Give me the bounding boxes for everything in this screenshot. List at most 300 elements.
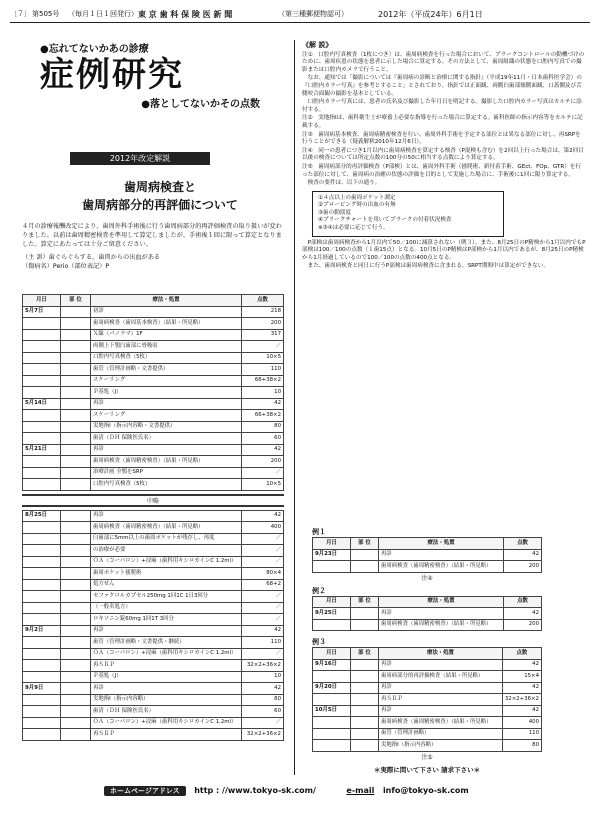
date-cell	[23, 568, 61, 580]
points-cell: ／	[242, 545, 284, 557]
points-cell: 42	[504, 549, 542, 561]
requirement-item: ③歯の動揺度	[318, 209, 351, 216]
date-cell	[23, 433, 61, 445]
treatment-table	[22, 294, 284, 491]
explanation-closing-paragraph: また、歯周病検査と同日に行うP部検は歯周病検査に含まれる。SRPT期間中は算定ができない。	[302, 263, 549, 270]
points-cell: 32×2+36×2	[502, 694, 541, 706]
date-cell	[23, 637, 61, 649]
example-3-table	[312, 647, 542, 752]
points-cell: 42	[242, 510, 284, 522]
date-cell: 9月23日	[313, 549, 351, 561]
procedure-cell: 歯周病部分的再評価検査（結果・所見略）	[379, 671, 503, 683]
points-cell: ／	[242, 533, 284, 545]
points-cell: 42	[242, 683, 284, 695]
date-cell: 5月14日	[23, 398, 61, 410]
example-2-header	[313, 596, 542, 608]
table-row	[23, 364, 284, 376]
points-cell: 10×5	[242, 479, 284, 491]
revision-band: 2012年改定解説	[70, 152, 210, 165]
date-cell	[23, 387, 61, 399]
table-row	[23, 556, 284, 568]
site-cell	[351, 608, 379, 620]
site-cell	[61, 591, 91, 603]
procedure-cell: 再診	[91, 625, 242, 637]
date-cell: 10月5日	[313, 705, 351, 717]
explanation-paragraph: 注④ 同一の患者につき1月以内に歯周病検査を算定する検査（P混検も含む）を2回以上行った場合は、第2回目以後の検査については所定点数の100分の50に相当する点数により算定する。	[302, 147, 584, 162]
date-cell	[313, 671, 351, 683]
page-header	[10, 6, 590, 23]
points-cell: 42	[502, 682, 541, 694]
site-cell	[61, 671, 91, 683]
date-cell	[313, 728, 351, 740]
explanation-paragraph: 注③ 歯周病基本検査、歯周病精密検査を行い、歯周外科手術を予定する部位とは異なる部位に対し、再SRPを行うことができる（疑義解釈2010年12月6日）。	[302, 131, 581, 146]
points-cell: 80	[242, 421, 284, 433]
site-cell	[61, 410, 91, 422]
site-cell	[61, 352, 91, 364]
procedure-cell: 歯周病検査（歯周精密検査）（結果・所見略）	[379, 717, 503, 729]
procedure-cell: 口腔内写真検査（5枚）	[91, 479, 242, 491]
site-cell	[351, 694, 379, 706]
points-cell: ／	[242, 614, 284, 626]
site-cell	[61, 398, 91, 410]
procedure-cell: 再診	[379, 705, 503, 717]
points-cell: 68+2	[242, 579, 284, 591]
points-cell: 110	[502, 728, 541, 740]
table-row	[313, 740, 542, 752]
procedure-cell: 再診	[91, 683, 242, 695]
example-header-cell: 月日	[313, 596, 351, 608]
date-cell	[23, 421, 61, 433]
issue-date: 2012年（平成24年）6月1日	[378, 10, 483, 19]
date-cell	[23, 671, 61, 683]
table-row	[23, 683, 284, 695]
table-row	[313, 717, 542, 729]
date-cell	[23, 648, 61, 660]
table-row	[23, 479, 284, 491]
example-header-cell: 療法・処置	[379, 596, 504, 608]
site-cell	[61, 556, 91, 568]
points-cell: 60	[242, 706, 284, 718]
points-cell: 66+38×2	[242, 410, 284, 422]
example-header-cell: 月日	[313, 648, 351, 660]
procedure-cell: 再診	[379, 682, 503, 694]
site-cell	[61, 683, 91, 695]
points-cell: ／	[242, 648, 284, 660]
requirement-item: ※③④は必要に応じて行う。	[318, 225, 389, 232]
treatment-table-continued	[22, 510, 284, 741]
paper-name: 東 京 歯 科 保 険 医 新 聞	[138, 10, 233, 19]
table-header-row	[23, 295, 284, 307]
issue-note: （毎月１日１回発行）	[68, 10, 138, 18]
table-row	[23, 533, 284, 545]
site-cell	[61, 387, 91, 399]
procedure-cell: ＯＡ（コーパロン）+浸麻（歯科用キシロカインC 1.2ml）	[91, 648, 242, 660]
date-cell: 9月25日	[313, 608, 351, 620]
intro-text	[22, 222, 284, 271]
treatment-header-cell: 部 位	[61, 295, 91, 307]
site-cell	[351, 549, 379, 561]
date-cell	[23, 341, 61, 353]
column-divider	[294, 40, 295, 775]
points-cell: ／	[242, 591, 284, 603]
example-3-note: 注⑤	[421, 753, 433, 761]
table-row	[23, 398, 284, 410]
site-cell	[351, 740, 379, 752]
date-cell: 8月25日	[23, 510, 61, 522]
date-cell	[313, 740, 351, 752]
date-cell	[23, 467, 61, 479]
date-cell: 9月9日	[23, 683, 61, 695]
site-cell	[351, 561, 379, 573]
table-row	[23, 671, 284, 683]
table-row	[313, 728, 542, 740]
date-cell	[23, 706, 61, 718]
table-row	[313, 659, 542, 671]
date-cell: 9月20日	[313, 682, 351, 694]
procedure-cell: 歯周ポケット掻爬術	[91, 568, 242, 580]
example-header-cell: 部 位	[351, 648, 379, 660]
procedure-cell: 再診	[91, 510, 242, 522]
procedure-cell: 歯周病検査（歯周精密検査）（結果・所見略）	[91, 456, 242, 468]
article-headline	[40, 178, 280, 214]
table-row	[23, 306, 284, 318]
date-cell	[23, 556, 61, 568]
table-row	[23, 579, 284, 591]
procedure-cell: ロキソニン錠60mg 1回1T 3回分	[91, 614, 242, 626]
procedure-cell: ＯＡ（コーパロン）+浸麻（歯科用キシロカインC 1.2ml）	[91, 717, 242, 729]
example-3-label: 例３	[312, 638, 326, 646]
points-cell: 42	[242, 625, 284, 637]
table-row	[23, 410, 284, 422]
points-cell: 42	[502, 705, 541, 717]
example-1-table	[312, 537, 542, 573]
procedure-cell: スケーリング	[91, 375, 242, 387]
table-row	[23, 591, 284, 603]
site-cell	[61, 625, 91, 637]
explanation-paragraph: 注① 口腔内写真検査（1枚につき）は、歯周病検査を行った場合において、プラークコントロールの動機づけのために、歯周疾患の状態を患者に示した場合に算定する。その方法として、歯周組織の状態を口腔内写真での撮影または口腔内カメラで行うこと。	[302, 51, 585, 73]
site-cell	[61, 341, 91, 353]
example-header-cell: 点数	[502, 648, 541, 660]
site-cell	[61, 545, 91, 557]
site-cell	[61, 364, 91, 376]
table-row	[313, 549, 542, 561]
site-cell	[61, 306, 91, 318]
procedure-cell: 再ＳＲＰ	[91, 729, 242, 741]
points-cell: 10×5	[242, 352, 284, 364]
points-cell: 32×2+36×2	[242, 729, 284, 741]
date-cell	[23, 579, 61, 591]
chief-complaint: （主 訴）歯ぐらぐらする。歯肉からの出血がある	[22, 254, 161, 261]
procedure-cell: 歯管（管理計画略・文書提供・継続）	[91, 637, 242, 649]
procedure-cell: 歯周病検査（歯周精密検査）（結果・所見略）	[379, 619, 504, 631]
column-title: 症例研究	[40, 55, 184, 95]
site-cell	[61, 648, 91, 660]
site-cell	[61, 433, 91, 445]
date-cell	[23, 602, 61, 614]
table-row	[23, 467, 284, 479]
site-cell	[351, 682, 379, 694]
table-row	[23, 614, 284, 626]
example-header-cell: 部 位	[351, 538, 379, 550]
points-cell: 200	[504, 619, 542, 631]
points-cell: 15×4	[502, 671, 541, 683]
procedure-cell: 再診	[379, 659, 503, 671]
example-header-cell: 点数	[504, 596, 542, 608]
date-cell	[23, 545, 61, 557]
date-cell	[23, 375, 61, 387]
table-row	[23, 717, 284, 729]
table-row	[23, 660, 284, 672]
points-cell: ／	[242, 341, 284, 353]
headline-line-2: 歯周病部分的再評価について	[82, 198, 238, 212]
treatment-header-cell: 療法・処置	[91, 295, 242, 307]
points-cell: 317	[242, 329, 284, 341]
explanation-section	[302, 42, 586, 272]
procedure-cell: 再ＳＲＰ	[91, 660, 242, 672]
procedure-cell: 再診	[91, 398, 242, 410]
site-cell	[61, 717, 91, 729]
date-cell	[23, 717, 61, 729]
site-cell	[351, 659, 379, 671]
site-cell	[61, 467, 91, 479]
points-cell: 10	[242, 387, 284, 399]
table-row	[23, 637, 284, 649]
procedure-cell: スケーリング	[91, 410, 242, 422]
points-cell: ／	[242, 467, 284, 479]
date-cell	[313, 561, 351, 573]
procedure-cell: （一般名処方）	[91, 602, 242, 614]
site-cell	[61, 479, 91, 491]
explanation-label: 《解 説》	[302, 41, 333, 49]
table-row	[23, 568, 284, 580]
table-row	[313, 705, 542, 717]
site-cell	[61, 579, 91, 591]
procedure-cell: 再診	[91, 444, 242, 456]
site-cell	[61, 602, 91, 614]
treatment-header-cell: 月日	[23, 295, 61, 307]
paper-note: （第三種郵便物認可）	[278, 10, 348, 18]
procedure-cell: 臼歯部に5mm以上の歯周ポケットが残存し、再度	[91, 533, 242, 545]
date-cell	[23, 614, 61, 626]
points-cell: 60	[242, 433, 284, 445]
intro-paragraph: ４月の診療報酬改定により、歯周外科手術後に行う歯周病部分的再評価検査の取り扱いが変わりました。以前は歯周精密検査を準用して算定しましたが、手術後１回に限って算定となりました。算定にあたっては十分ご留意ください。	[22, 223, 282, 248]
date-cell	[23, 410, 61, 422]
procedure-cell: 実地指Ⅰ（指示内容略）	[379, 740, 503, 752]
site-cell	[61, 637, 91, 649]
procedure-cell: 処方せん	[91, 579, 242, 591]
date-cell: 5月7日	[23, 306, 61, 318]
procedure-cell: 再診	[379, 608, 504, 620]
procedure-cell: Ｘ線（パノラマ）1F	[91, 329, 242, 341]
procedure-cell: 初診	[91, 306, 242, 318]
table-row	[23, 522, 284, 534]
procedure-cell: 歯周病検査（歯周精密検査）（結果・所見略）	[379, 561, 504, 573]
gap-marker: 中略	[22, 494, 284, 507]
site-cell	[61, 533, 91, 545]
points-cell: 66+38×2	[242, 375, 284, 387]
example-3-header	[313, 648, 542, 660]
points-cell: 218	[242, 306, 284, 318]
example-header-cell: 療法・処置	[379, 648, 503, 660]
site-cell	[351, 728, 379, 740]
date-cell	[23, 329, 61, 341]
site-cell	[61, 329, 91, 341]
site-cell	[351, 705, 379, 717]
points-cell: 200	[504, 561, 542, 573]
date-cell: 5月21日	[23, 444, 61, 456]
table-row	[313, 608, 542, 620]
site-cell	[61, 510, 91, 522]
example-2-table	[312, 596, 542, 632]
table-row	[23, 421, 284, 433]
site-cell	[61, 706, 91, 718]
points-cell: 42	[504, 608, 542, 620]
column-title-block	[40, 40, 260, 110]
table-row	[23, 456, 284, 468]
date-cell	[313, 717, 351, 729]
points-cell: 80	[502, 740, 541, 752]
site-cell	[61, 456, 91, 468]
email-label: e-mail	[346, 786, 375, 795]
date-cell	[23, 364, 61, 376]
requirements-box	[312, 191, 504, 237]
table-row	[313, 561, 542, 573]
table-row	[23, 387, 284, 399]
procedure-cell: ＯＡ（コーパロン）+浸麻（歯科用キシロカインC 1.2ml）	[91, 556, 242, 568]
example-2-label: 例２	[312, 586, 326, 595]
column-bottom-label: ●落としてないかその点数	[141, 99, 260, 110]
procedure-cell: 歯清（ＤＨ 保険医氏名）	[91, 433, 242, 445]
page-number: 〔７〕	[10, 10, 31, 18]
date-cell: 9月2日	[23, 625, 61, 637]
headline-line-1: 歯周病検査と	[123, 180, 196, 194]
example-header-cell: 療法・処置	[379, 538, 504, 550]
date-cell	[23, 533, 61, 545]
date-cell	[23, 591, 61, 603]
footer	[104, 786, 544, 800]
procedure-cell: Ｐ基処（J）	[91, 671, 242, 683]
table-row	[23, 729, 284, 741]
date-cell: 9月16日	[313, 659, 351, 671]
procedure-cell: の治療が必要	[91, 545, 242, 557]
table-row	[313, 682, 542, 694]
points-cell: 110	[242, 364, 284, 376]
example-footnote: ＊実際に問いて下さい 請求下さい＊	[373, 765, 481, 774]
table-row	[23, 444, 284, 456]
requirement-item: ①４点以上の歯周ポケット測定	[318, 194, 396, 201]
example-header-cell: 月日	[313, 538, 351, 550]
date-cell	[23, 694, 61, 706]
site-cell	[61, 522, 91, 534]
table-row	[23, 694, 284, 706]
table-row	[23, 329, 284, 341]
example-header-cell: 点数	[504, 538, 542, 550]
points-cell: 42	[242, 444, 284, 456]
date-cell	[23, 729, 61, 741]
table-row	[23, 375, 284, 387]
homepage-label: ホームページアドレス	[104, 786, 186, 796]
site-cell	[61, 318, 91, 330]
site-cell	[61, 444, 91, 456]
points-cell: 200	[242, 318, 284, 330]
site-cell	[351, 619, 379, 631]
examples-section	[312, 527, 542, 774]
table-row	[23, 648, 284, 660]
table-row	[313, 671, 542, 683]
procedure-cell: セファクロルカプセル250mg 1回1C 1日3回分	[91, 591, 242, 603]
points-cell: 10	[242, 671, 284, 683]
points-cell: 42	[242, 398, 284, 410]
points-cell: 400	[242, 522, 284, 534]
table-row	[23, 341, 284, 353]
site-cell	[61, 660, 91, 672]
example-1-label: 例１	[312, 528, 326, 536]
date-cell	[23, 318, 61, 330]
site-cell	[61, 694, 91, 706]
date-cell	[23, 456, 61, 468]
site-cell	[61, 614, 91, 626]
procedure-cell: Ｐ基処（J）	[91, 387, 242, 399]
site-cell	[61, 421, 91, 433]
points-cell: 32×2+36×2	[242, 660, 284, 672]
diagnosis: （傷病名）Perio（部位表記）P	[22, 263, 110, 270]
email-address[interactable]: info@tokyo-sk.com	[382, 786, 469, 795]
date-cell	[23, 352, 61, 364]
points-cell: 110	[242, 637, 284, 649]
table-row	[23, 433, 284, 445]
example-header-cell: 部 位	[351, 596, 379, 608]
date-cell	[23, 522, 61, 534]
procedure-cell: 治療計画 全顎をSRP	[91, 467, 242, 479]
explanation-paragraph: 口腔内カラー写真には、患者の氏名及び撮影した年月日を明記する。撮影した口腔内カラー写真はカルテに添付する。	[302, 99, 582, 113]
site-cell	[351, 717, 379, 729]
procedure-cell: 歯管（管理計画略）	[379, 728, 503, 740]
procedure-cell: 歯周病検査（歯周精密検査）（結果・所見略）	[91, 522, 242, 534]
site-cell	[61, 729, 91, 741]
table-row	[313, 619, 542, 631]
date-cell	[23, 660, 61, 672]
homepage-url[interactable]: http : //www.tokyo-sk.com/	[194, 786, 316, 795]
points-cell: ／	[242, 602, 284, 614]
date-cell	[313, 694, 351, 706]
table-row	[23, 545, 284, 557]
table-row	[23, 602, 284, 614]
procedure-cell: 歯清（ＤＨ 保険医氏名）	[91, 706, 242, 718]
points-cell: 80	[242, 694, 284, 706]
explanation-paragraph: 注② 実地指Ⅰは、歯科衛生士が療養上必要な指導を行った場合に算定する。歯科医師の指示内容等をカルテに記載する。	[302, 115, 583, 129]
site-cell	[351, 671, 379, 683]
table-row	[23, 318, 284, 330]
example-1-header	[313, 538, 542, 550]
explanation-paragraph: 注⑤ 歯周病部分的再評価検査（P部検）とは、歯周外科手術（掻爬術、新付着手術、GEct、FOp、GTR）を行った部位に対して、歯周病の治癒の状態の評価を目的として実施した場合に、手術後に1回に限り算定する。	[302, 163, 582, 178]
table-row	[23, 706, 284, 718]
requirement-item: ②プロービング時の出血の有無	[318, 202, 396, 209]
points-cell: ／	[242, 717, 284, 729]
date-cell	[313, 619, 351, 631]
points-cell: 42	[502, 659, 541, 671]
table-row	[23, 352, 284, 364]
procedure-cell: 歯管（管理計画略・文書提供）	[91, 364, 242, 376]
example-1-note: 注④	[421, 574, 433, 582]
issue-number: 第505号	[32, 10, 60, 18]
points-cell: 200	[242, 456, 284, 468]
treatment-header-cell: 点数	[242, 295, 284, 307]
procedure-cell: 歯周病検査（歯周基本検査）（結果・所見略）	[91, 318, 242, 330]
points-cell: ／	[242, 556, 284, 568]
treatment-record	[22, 294, 284, 741]
table-row	[313, 694, 542, 706]
procedure-cell: 実地指Ⅰ（指示内容略・文書提供）	[91, 421, 242, 433]
